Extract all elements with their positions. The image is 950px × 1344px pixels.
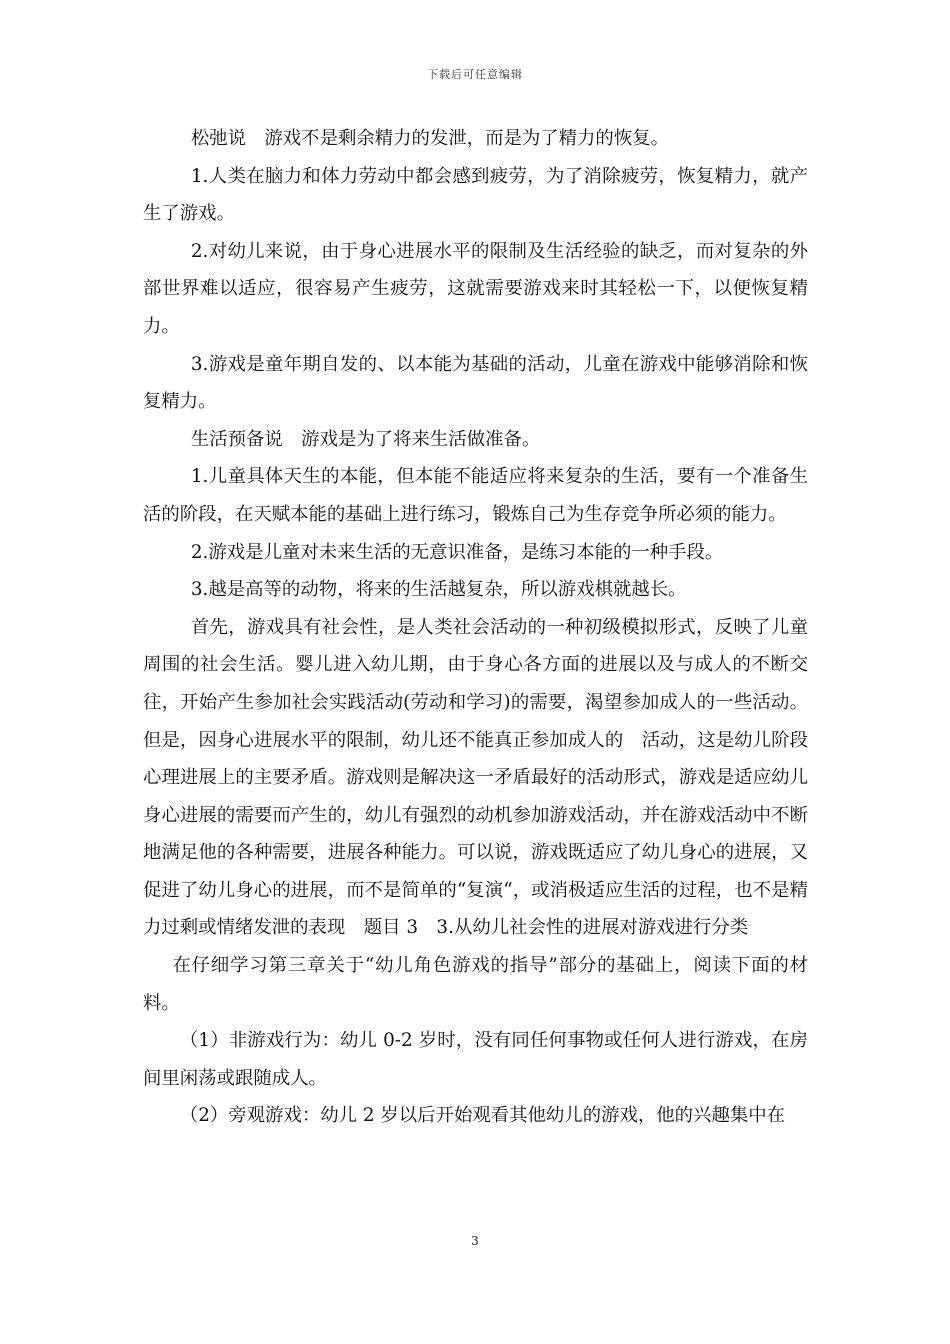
paragraph-preparation-theory: 生活预备说 游戏是为了将来生活做准备。 — [190, 428, 541, 450]
paragraph-reading-instruction: 在仔细学习第三章关于“幼儿角色游戏的指导”部分的基础上，阅读下面的材料。 — [143, 955, 808, 1014]
paragraph-onlooker-play: （2）旁观游戏：幼儿 2 岁以后开始观看其他幼儿的游戏，他的兴趣集中在 — [179, 1105, 786, 1127]
paragraph-relaxation-point-1: 1.人类在脑力和体力劳动中都会感到疲劳，为了消除疲劳，恢复精力，就产生了游戏。 — [143, 165, 808, 225]
paragraph-social-nature: 首先，游戏具有社会性，是人类社会活动的一种初级模拟形式，反映了儿童周围的社会生活。婴儿进入幼儿期，由于身心各方面的进展以及与成人的不断交往，开始产生参加社会实践活动(劳动和学习)的需要，渴望参加成人的一些活动。但是，因身心进展水平的限制，幼儿还不能真正参加成人的 活动，这是幼儿阶段心理进展上的主要矛盾。游戏则是解决这一矛盾最好的活动形式，游戏是适应幼儿身心进展的需要而产生的，幼儿有强烈的动机参加游戏活动，并在游戏活动中不断地满足他的各种需要，进展各种能力。可以说，游戏既适应了幼儿身心的进展，又促进了幼儿身心的进展，而不是简单的“复演“，或消极适应生活的过程，也不是精力过剩或情绪发泄的表现 题目 3 3.从幼儿社会性的进展对游戏进行分类 — [143, 616, 808, 939]
page-number: 3 — [471, 1234, 479, 1248]
paragraph-relaxation-theory: 松弛说 游戏不是剩余精力的发泄，而是为了精力的恢复。 — [190, 128, 669, 149]
paragraph-preparation-point-1: 1.儿童具体天生的本能，但本能不能适应将来复杂的生活，要有一个准备生活的阶段，在天赋本能的基础上进行练习，锻炼自己为生存竞争所必须的能力。 — [143, 466, 808, 525]
paragraph-non-play-behavior: （1）非游戏行为：幼儿 0-2 岁时，没有同任何事物或任何人进行游戏，在房间里闲荡或跟随成人。 — [143, 1030, 808, 1089]
document-body — [143, 120, 808, 1135]
paragraph-relaxation-point-2: 2.对幼儿来说，由于身心进展水平的限制及生活经验的缺乏，而对复杂的外部世界难以适应，很容易产生疲劳，这就需要游戏来时其轻松一下，以便恢复精力。 — [143, 240, 808, 337]
paragraph-relaxation-point-3: 3.游戏是童年期自发的、以本能为基础的活动，儿童在游戏中能够消除和恢复精力。 — [143, 353, 808, 413]
paragraph-preparation-point-3: 3.越是高等的动物，将来的生活越复杂，所以游戏棋就越长。 — [190, 579, 687, 601]
paragraph-preparation-point-2: 2.游戏是儿童对未来生活的无意识准备，是练习本能的一种手段。 — [190, 541, 724, 563]
page-header: 下载后可任意编辑 — [427, 68, 523, 81]
